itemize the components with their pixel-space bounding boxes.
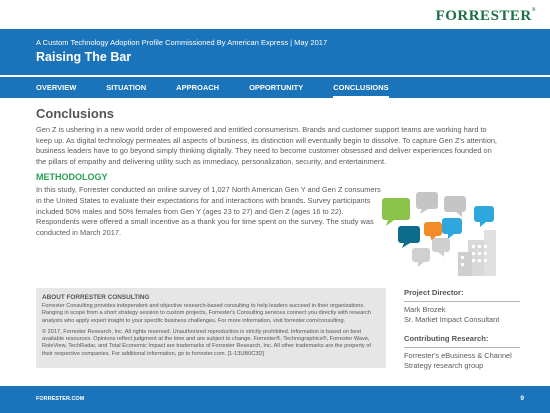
section-nav bbox=[0, 77, 550, 98]
contributing-research-value: Forrester's eBusiness & Channel Strategy research group bbox=[404, 351, 512, 370]
contributing-research-label: Contributing Research: bbox=[404, 334, 489, 343]
tab-opportunity[interactable]: OPPORTUNITY bbox=[249, 83, 304, 92]
conclusions-body: Gen Z is ushering in a new world order of empowered and entitled consumerism. Brands and customer support teams are working hard to keep up. As digital technology permeates all aspects of business, its distinction will eventually begin to dissolve. To capture Gen Z's attention, business leaders have to go beyond simply thinking digitally. They need to become customer obsessed and deliver experiences founded on the pillars of empathy and delivering utility such as immediacy, personalization, security, and entertainment. bbox=[36, 125, 497, 166]
footer-link[interactable]: FORRESTER.COM bbox=[36, 396, 85, 402]
report-header bbox=[0, 29, 550, 75]
tab-approach[interactable]: APPROACH bbox=[176, 83, 220, 92]
divider bbox=[404, 301, 520, 302]
speech-bubbles-city-icon bbox=[376, 190, 502, 280]
page-number: 9 bbox=[520, 395, 524, 402]
methodology-body: In this study, Forrester conducted an online survey of 1,027 North American Gen Y and Gen Z consumers in the United States to evaluate their expectations for and interactions with brands. Survey participants included 50% males and 50% females from Gen Y (ages 23 to 27) and Gen Z (ages 16 to 22). Respondents were offered a small incentive as a thank you for time spent on the survey. The study was conducted in March 2017. bbox=[36, 185, 381, 237]
project-credits bbox=[404, 288, 524, 371]
forrester-logo: FORRESTER® bbox=[435, 8, 536, 24]
methodology-heading: METHODOLOGY bbox=[36, 172, 108, 183]
divider bbox=[404, 347, 520, 348]
tab-conclusions[interactable]: CONCLUSIONS bbox=[333, 77, 388, 98]
about-body: Forrester Consulting provides independent and objective research-based consulting to help leaders succeed in their organizations. Ranging in scope from a short strategy session to custom projects, Forrester's Consulting services connect you directly with research analysts who apply expert insight to your specific business challenges. For more information, visit forrester.com/consulting. bbox=[42, 303, 372, 324]
tab-situation[interactable]: SITUATION bbox=[106, 83, 147, 92]
report-title: Raising The Bar bbox=[36, 50, 132, 64]
legal-notice: © 2017, Forrester Research, Inc. All rights reserved. Unauthorized reproduction is strictly prohibited. Information is based on best available resources. Opinions reflect judgment at the time and are subject to change. Forrester®, Technographics®, Forrester Wave, RoleView, TechRadar, and Total Economic Impact are trademarks of Forrester Research, Inc. All other trademarks are the property of their respective companies. For additional information, go to forrester.com. [1-13UB0C3D] bbox=[42, 328, 371, 357]
tab-overview[interactable]: OVERVIEW bbox=[36, 83, 77, 92]
page-title: Conclusions bbox=[36, 106, 115, 121]
about-forrester-box bbox=[36, 288, 386, 368]
report-subtitle: A Custom Technology Adoption Profile Commissioned By American Express | May 2017 bbox=[36, 38, 328, 47]
project-director-title: Sr. Market Impact Consultant bbox=[404, 315, 500, 324]
project-director-label: Project Director: bbox=[404, 288, 464, 297]
page-footer bbox=[0, 386, 550, 413]
about-heading: ABOUT FORRESTER CONSULTING bbox=[42, 294, 150, 301]
project-director-name: Mark Brozek bbox=[404, 305, 446, 314]
